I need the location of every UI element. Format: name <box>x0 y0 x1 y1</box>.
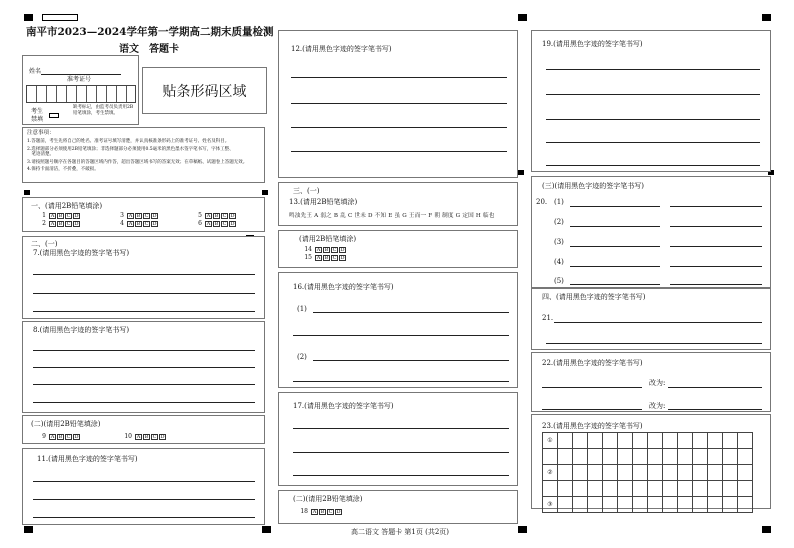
option-bubble[interactable]: A <box>316 254 321 261</box>
corner-mark <box>24 526 33 533</box>
option-bubble[interactable]: B <box>324 254 329 261</box>
section-heading: 一、(请用2B铅笔填涂) <box>31 202 103 210</box>
option-bubble[interactable]: A <box>206 212 211 219</box>
grid-row-label: ② <box>543 465 558 481</box>
mcq-row[interactable] <box>299 508 343 516</box>
option-bubble[interactable]: A <box>316 246 321 253</box>
option-bubble[interactable]: A <box>128 212 133 219</box>
grid-cell[interactable] <box>618 481 633 497</box>
answer-line[interactable] <box>570 206 660 207</box>
grid-cell[interactable] <box>558 481 573 497</box>
mcq-row[interactable] <box>115 220 159 228</box>
option-bubble[interactable]: B <box>214 220 219 227</box>
change-label: 改为: <box>649 402 666 410</box>
grid-cell[interactable] <box>648 465 663 481</box>
grid-cell[interactable] <box>708 497 723 513</box>
grid-cell[interactable] <box>723 449 738 465</box>
option-bubble[interactable]: D <box>340 246 345 253</box>
answer-line[interactable] <box>293 381 509 382</box>
grid-cell[interactable] <box>633 497 648 513</box>
option-bubble[interactable]: D <box>230 212 235 219</box>
grid-cell[interactable] <box>693 497 708 513</box>
grid-cell[interactable] <box>633 449 648 465</box>
question-number: 3 <box>120 212 124 219</box>
option-bubble[interactable]: C <box>328 508 333 515</box>
grid-cell[interactable] <box>558 433 573 449</box>
mcq-section-18 <box>278 490 518 524</box>
grid-cell[interactable] <box>588 433 603 449</box>
question-number: 18 <box>300 508 308 515</box>
absent-label: 考生 <box>31 108 44 115</box>
grid-cell[interactable] <box>648 481 663 497</box>
q13-sentence[interactable]: 鸣浊先王 A 弱之 B 乱 C 世未 D 不知 E 虽 G 王而一 F 朝 制度 G 定国 H 临也 <box>289 213 495 219</box>
option-bubble[interactable]: A <box>136 433 141 440</box>
option-bubble[interactable]: D <box>74 433 79 440</box>
grid-cell[interactable] <box>603 433 618 449</box>
answer-box-q17 <box>278 392 518 486</box>
section-heading: (二)(请用2B铅笔填涂) <box>31 420 101 428</box>
grid-cell[interactable] <box>738 481 753 497</box>
option-bubble[interactable]: D <box>340 254 345 261</box>
grid-cell[interactable] <box>678 481 693 497</box>
option-bubble[interactable]: A <box>50 220 55 227</box>
question-label: 20. <box>536 198 548 206</box>
grid-row-label <box>543 481 558 497</box>
grid-cell[interactable] <box>738 449 753 465</box>
answer-line[interactable] <box>670 226 762 227</box>
option-bubble[interactable]: C <box>144 220 149 227</box>
question-number: 4 <box>120 220 124 227</box>
option-bubble[interactable]: D <box>74 220 79 227</box>
option-bubble[interactable]: B <box>58 212 63 219</box>
answer-line[interactable] <box>670 284 762 285</box>
section-heading: 四、(请用黑色字迹的签字笔书写) <box>542 293 646 301</box>
grid-row-label <box>543 449 558 465</box>
sub-part-label: (1) <box>554 198 564 206</box>
answer-line[interactable] <box>542 387 642 388</box>
change-label: 改为: <box>649 379 666 387</box>
grid-cell[interactable] <box>693 449 708 465</box>
section-heading: (三)(请用黑色字迹的签字笔书写) <box>542 182 644 190</box>
section-heading: 三、(一) <box>293 187 320 195</box>
grid-cell[interactable] <box>708 449 723 465</box>
option-bubble[interactable]: A <box>206 220 211 227</box>
notice-item: 3.请按照题号顺序在各题目的答题区域内作答，超出答题区域书写的答案无效；在草稿纸、试题卷上答题无效。 <box>27 159 248 165</box>
option-bubble[interactable]: C <box>332 254 337 261</box>
answer-line[interactable] <box>570 226 660 227</box>
option-bubble[interactable]: B <box>144 433 149 440</box>
grid-cell[interactable] <box>678 449 693 465</box>
question-number: 6 <box>198 220 202 227</box>
option-bubble[interactable]: C <box>66 212 71 219</box>
grid-cell[interactable] <box>738 497 753 513</box>
student-info-box <box>22 55 139 125</box>
answer-line[interactable] <box>33 481 255 482</box>
exam-no-grid[interactable] <box>26 85 136 103</box>
mcq-row[interactable] <box>37 220 81 228</box>
grid-cell[interactable] <box>573 433 588 449</box>
option-bubble[interactable]: D <box>152 212 157 219</box>
answer-line[interactable] <box>33 311 255 312</box>
option-bubble[interactable]: A <box>128 220 133 227</box>
grid-cell[interactable] <box>663 497 678 513</box>
answer-line[interactable] <box>33 499 255 500</box>
grid-cell[interactable] <box>573 465 588 481</box>
question-number: 2 <box>42 220 46 227</box>
answer-line[interactable] <box>670 206 762 207</box>
grid-cell[interactable] <box>618 433 633 449</box>
grid-cell[interactable] <box>603 449 618 465</box>
answer-line[interactable] <box>668 387 762 388</box>
mcq-row[interactable] <box>123 433 167 441</box>
writing-grid[interactable] <box>542 432 753 513</box>
absent-label-2: 禁填 <box>31 116 44 123</box>
answer-line[interactable] <box>542 409 642 410</box>
answer-line[interactable] <box>33 402 255 403</box>
option-bubble[interactable]: B <box>324 246 329 253</box>
grid-cell[interactable] <box>678 465 693 481</box>
grid-cell[interactable] <box>663 433 678 449</box>
sub-part-label: (4) <box>554 258 564 266</box>
answer-line[interactable] <box>313 312 509 313</box>
side-mark <box>24 190 30 195</box>
answer-line[interactable] <box>293 475 509 476</box>
grid-cell[interactable] <box>573 497 588 513</box>
answer-box-q22 <box>531 352 771 412</box>
grid-cell[interactable] <box>558 449 573 465</box>
grid-cell[interactable] <box>618 497 633 513</box>
section-heading: 二、(一) <box>31 240 58 248</box>
grid-cell[interactable] <box>603 465 618 481</box>
answer-line[interactable] <box>554 322 762 323</box>
question-number: 9 <box>42 433 46 440</box>
grid-cell[interactable] <box>738 433 753 449</box>
answer-line[interactable] <box>33 293 255 294</box>
absent-checkbox[interactable] <box>49 113 59 118</box>
corner-mark <box>262 526 271 533</box>
answer-line[interactable] <box>291 127 507 128</box>
barcode-area <box>142 67 267 114</box>
question-label: 19.(请用黑色字迹的签字笔书写) <box>542 40 643 48</box>
grid-cell[interactable] <box>708 433 723 449</box>
option-bubble[interactable]: B <box>136 212 141 219</box>
option-bubble[interactable]: B <box>214 212 219 219</box>
answer-line[interactable] <box>291 103 507 104</box>
top-mark-box <box>42 14 78 21</box>
answer-line[interactable] <box>546 119 760 120</box>
corner-mark <box>518 14 527 21</box>
mcq-section-3 <box>278 182 518 226</box>
answer-box-q12 <box>278 30 518 178</box>
option-bubble[interactable]: A <box>312 508 317 515</box>
mcq-row[interactable] <box>37 433 81 441</box>
grid-cell[interactable] <box>648 433 663 449</box>
question-label: 21. <box>542 314 554 322</box>
option-bubble[interactable]: B <box>58 433 63 440</box>
answer-box-q20 <box>531 176 771 288</box>
answer-line[interactable] <box>570 246 660 247</box>
question-label: 8.(请用黑色字迹的签字笔书写) <box>33 326 130 334</box>
grid-cell[interactable] <box>558 497 573 513</box>
sub-part-label: (3) <box>554 238 564 246</box>
answer-line[interactable] <box>570 284 660 285</box>
notice-item: 1.答题前，考生先将自己的姓名、准考证号填写清楚，并认真核准条形码上的准考证号、姓名及科目。 <box>27 138 230 144</box>
question-number: 1 <box>42 212 46 219</box>
question-label: 7.(请用黑色字迹的签字笔书写) <box>33 249 130 257</box>
answer-line[interactable] <box>33 350 255 351</box>
question-number: 15 <box>304 254 312 261</box>
answer-box-q19 <box>531 30 771 172</box>
answer-box-q23 <box>531 414 771 509</box>
grid-cell[interactable] <box>633 465 648 481</box>
grid-cell[interactable] <box>708 465 723 481</box>
grid-cell[interactable] <box>573 481 588 497</box>
option-bubble[interactable]: C <box>332 246 337 253</box>
grid-cell[interactable] <box>723 433 738 449</box>
grid-row-label: ① <box>543 433 558 449</box>
answer-line[interactable] <box>33 367 255 368</box>
notice-item: 2.选择题部分必须使用2B铅笔填涂；非选择题部分必须使用0.5毫米的黑色墨水签字笔书写，字体工整、 <box>27 146 234 152</box>
option-bubble[interactable]: D <box>230 220 235 227</box>
answer-line[interactable] <box>670 266 762 267</box>
option-bubble[interactable]: C <box>152 433 157 440</box>
answer-line[interactable] <box>33 517 255 518</box>
answer-line[interactable] <box>670 246 762 247</box>
notice-box <box>22 127 265 183</box>
grid-cell[interactable] <box>648 497 663 513</box>
answer-box-q21 <box>531 288 771 350</box>
grid-cell[interactable] <box>708 481 723 497</box>
option-bubble[interactable]: B <box>58 220 63 227</box>
answer-line[interactable] <box>546 343 762 344</box>
question-number: 5 <box>198 212 202 219</box>
section-heading: (请用2B铅笔填涂) <box>299 235 357 243</box>
grid-cell[interactable] <box>723 465 738 481</box>
name-label: 姓名 <box>29 68 42 75</box>
answer-line[interactable] <box>291 151 507 152</box>
option-bubble[interactable]: D <box>160 433 165 440</box>
sub-part-label: (1) <box>297 305 307 313</box>
question-label: 16.(请用黑色字迹的签字笔书写) <box>293 283 394 291</box>
answer-box-q11 <box>22 448 265 525</box>
notice-item: 笔迹清楚。 <box>27 152 54 158</box>
grid-cell[interactable] <box>723 481 738 497</box>
mcq-row[interactable] <box>37 212 81 220</box>
option-bubble[interactable]: B <box>136 220 141 227</box>
mcq-row[interactable] <box>303 246 347 254</box>
sub-part-label: (2) <box>297 353 307 361</box>
page-footer: 高二语文 答题卡 第1页 (共2页) <box>350 528 450 536</box>
grid-cell[interactable] <box>633 481 648 497</box>
answer-line[interactable] <box>33 384 255 385</box>
option-bubble[interactable]: D <box>74 212 79 219</box>
answer-line[interactable] <box>546 142 760 143</box>
corner-mark <box>762 526 771 533</box>
grid-cell[interactable] <box>723 497 738 513</box>
grid-cell[interactable] <box>633 433 648 449</box>
grid-cell[interactable] <box>678 497 693 513</box>
grid-cell[interactable] <box>663 481 678 497</box>
grid-cell[interactable] <box>618 449 633 465</box>
answer-line[interactable] <box>668 409 762 410</box>
question-label: 23.(请用黑色字迹的签字笔书写) <box>542 422 643 430</box>
page-title: 南平市2023—2024学年第一学期高二期末质量检测 <box>26 26 274 38</box>
mcq-row[interactable] <box>193 212 237 220</box>
side-mark <box>518 170 524 175</box>
option-bubble[interactable]: C <box>66 220 71 227</box>
option-bubble[interactable]: B <box>320 508 325 515</box>
grid-cell[interactable] <box>693 465 708 481</box>
question-label: 12.(请用黑色字迹的签字笔书写) <box>291 45 392 53</box>
grid-cell[interactable] <box>573 449 588 465</box>
question-number: 14 <box>304 246 312 253</box>
grid-cell[interactable] <box>588 449 603 465</box>
corner-mark <box>762 14 771 21</box>
absent-note: 缺考标记，由监考员负责用2B铅笔填涂，考生禁填。 <box>73 105 134 116</box>
option-bubble[interactable]: D <box>336 508 341 515</box>
grid-row-label: ③ <box>543 497 558 513</box>
option-bubble[interactable]: C <box>144 212 149 219</box>
notice-item: 4.保持卡面清洁，不折叠，不破损。 <box>27 167 99 173</box>
grid-cell[interactable] <box>693 481 708 497</box>
question-number: 10 <box>124 433 132 440</box>
grid-cell[interactable] <box>603 481 618 497</box>
answer-line[interactable] <box>546 165 760 166</box>
answer-line[interactable] <box>33 274 255 275</box>
sub-part-label: (5) <box>554 277 564 285</box>
answer-box-q16 <box>278 272 518 388</box>
side-mark <box>262 190 268 195</box>
mcq-section-2b <box>22 415 265 444</box>
corner-mark <box>518 526 527 533</box>
option-bubble[interactable]: D <box>152 220 157 227</box>
grid-cell[interactable] <box>663 465 678 481</box>
exam-no-label: 准考证号 <box>67 76 92 83</box>
notice-title: 注意事项： <box>27 130 55 136</box>
option-bubble[interactable]: A <box>50 433 55 440</box>
page-subtitle: 语文 答题卡 <box>119 44 179 55</box>
grid-cell[interactable] <box>588 481 603 497</box>
barcode-area-label: 贴条形码区域 <box>162 83 247 100</box>
question-label: 13.(请用2B铅笔填涂) <box>289 198 358 206</box>
question-label: 17.(请用黑色字迹的签字笔书写) <box>293 402 394 410</box>
name-field[interactable] <box>41 74 121 75</box>
grid-cell[interactable] <box>603 497 618 513</box>
option-bubble[interactable]: A <box>50 212 55 219</box>
section-heading: (二)(请用2B铅笔填涂) <box>293 495 363 503</box>
mcq-section-14-15 <box>278 230 518 268</box>
answer-line[interactable] <box>293 452 509 453</box>
answer-box-q7 <box>22 236 265 319</box>
corner-mark <box>24 14 33 21</box>
grid-cell[interactable] <box>678 433 693 449</box>
answer-line[interactable] <box>570 266 660 267</box>
answer-line[interactable] <box>293 335 509 336</box>
option-bubble[interactable]: C <box>222 220 227 227</box>
mcq-row[interactable] <box>193 220 237 228</box>
question-label: 22.(请用黑色字迹的签字笔书写) <box>542 359 643 367</box>
grid-cell[interactable] <box>663 449 678 465</box>
mcq-row[interactable] <box>303 254 347 262</box>
answer-box-q8 <box>22 321 265 413</box>
sub-part-label: (2) <box>554 218 564 226</box>
mcq-section-1 <box>22 197 265 232</box>
grid-cell[interactable] <box>588 497 603 513</box>
grid-cell[interactable] <box>558 465 573 481</box>
option-bubble[interactable]: C <box>222 212 227 219</box>
option-bubble[interactable]: C <box>66 433 71 440</box>
grid-cell[interactable] <box>648 449 663 465</box>
answer-line[interactable] <box>546 69 760 70</box>
question-label: 11.(请用黑色字迹的签字笔书写) <box>37 455 138 463</box>
grid-cell[interactable] <box>693 433 708 449</box>
mcq-row[interactable] <box>115 212 159 220</box>
grid-cell[interactable] <box>618 465 633 481</box>
answer-line[interactable] <box>313 360 509 361</box>
answer-line[interactable] <box>293 428 509 429</box>
answer-line[interactable] <box>291 77 507 78</box>
grid-cell[interactable] <box>588 465 603 481</box>
grid-cell[interactable] <box>738 465 753 481</box>
answer-line[interactable] <box>546 94 760 95</box>
